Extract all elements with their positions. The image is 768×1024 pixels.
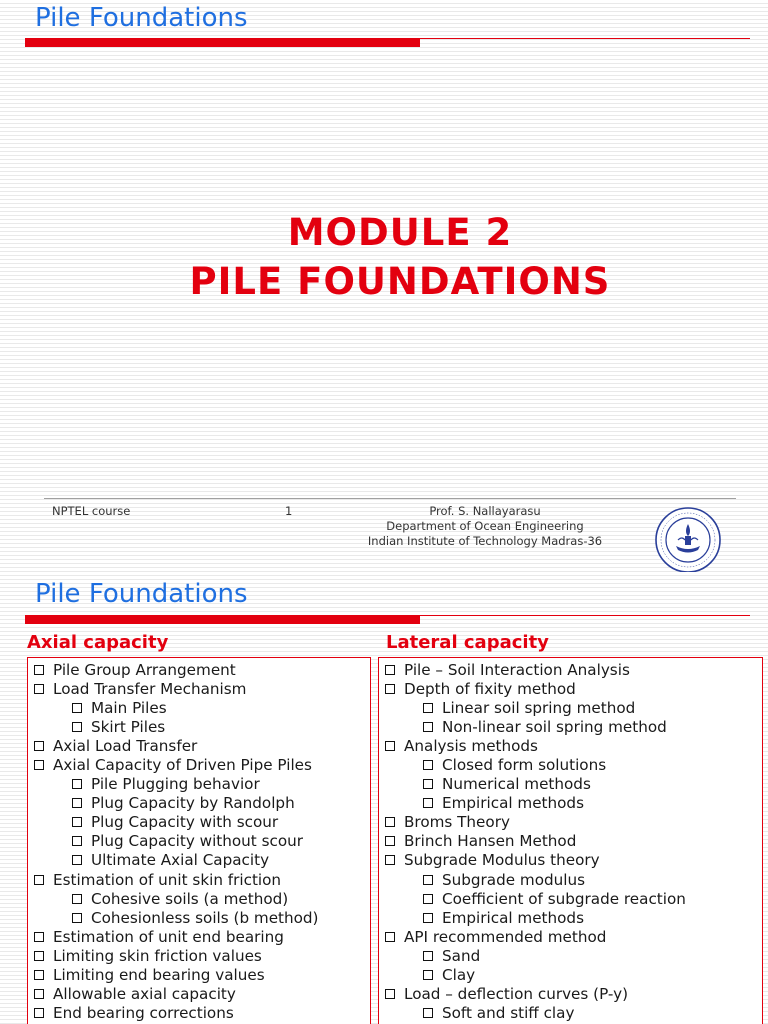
slide-title: Pile Foundations — [35, 579, 248, 609]
checkbox-square-icon — [423, 760, 433, 770]
checkbox-square-icon — [34, 665, 44, 675]
checkbox-square-icon — [72, 798, 82, 808]
title-underline-line — [420, 615, 750, 616]
footer-course: NPTEL course — [52, 504, 131, 518]
list-item-text: Ultimate Axial Capacity — [91, 851, 270, 870]
list-item-text: Load – deflection curves (P-y) — [404, 985, 629, 1004]
checkbox-square-icon — [385, 855, 395, 865]
checkbox-square-icon — [385, 932, 395, 942]
checkbox-square-icon — [423, 798, 433, 808]
checkbox-square-icon — [423, 1008, 433, 1018]
list-item — [385, 736, 762, 755]
checkbox-square-icon — [34, 741, 44, 751]
footer-department: Department of Ocean Engineering — [386, 519, 584, 533]
list-item-text: Limiting skin friction values — [53, 946, 262, 965]
list-item-text: Broms Theory — [404, 813, 510, 832]
list-item — [385, 908, 762, 927]
list-item — [385, 813, 762, 832]
checkbox-square-icon — [423, 779, 433, 789]
list-item — [34, 755, 370, 774]
checkbox-square-icon — [72, 817, 82, 827]
checkbox-square-icon — [72, 913, 82, 923]
lateral-capacity-heading: Lateral capacity — [386, 632, 549, 653]
footer-author-block — [360, 504, 610, 549]
list-item — [34, 832, 370, 851]
list-item-text: Coefficient of subgrade reaction — [442, 889, 686, 908]
checkbox-square-icon — [72, 855, 82, 865]
checkbox-square-icon — [423, 894, 433, 904]
module-heading — [0, 208, 768, 306]
list-item-text: Soft and stiff clay — [442, 1004, 575, 1023]
list-item — [385, 889, 762, 908]
list-item-text: Depth of fixity method — [404, 679, 576, 698]
list-item — [34, 679, 370, 698]
list-item — [34, 851, 370, 870]
list-item — [34, 908, 370, 927]
list-item-text: Cohesionless soils (b method) — [91, 908, 319, 927]
list-item — [385, 832, 762, 851]
list-item-text: Skirt Piles — [91, 717, 166, 736]
list-item — [34, 717, 370, 736]
footer-institute: Indian Institute of Technology Madras-36 — [367, 534, 603, 548]
list-item-text: Brinch Hansen Method — [404, 832, 577, 851]
list-item — [385, 1004, 762, 1023]
list-item-text: Load Transfer Mechanism — [53, 679, 247, 698]
list-item — [34, 775, 370, 794]
list-item — [385, 851, 762, 870]
list-item — [385, 775, 762, 794]
list-item-text: Limiting end bearing values — [53, 966, 265, 985]
list-item-text: Pile Group Arrangement — [53, 660, 236, 679]
list-item — [385, 679, 762, 698]
checkbox-square-icon — [385, 817, 395, 827]
checkbox-square-icon — [423, 970, 433, 980]
checkbox-square-icon — [34, 1008, 44, 1018]
checkbox-square-icon — [423, 951, 433, 961]
list-item — [34, 966, 370, 985]
list-item-text: Subgrade modulus — [442, 870, 586, 889]
checkbox-square-icon — [72, 779, 82, 789]
slide-title: Pile Foundations — [35, 3, 248, 33]
list-item-text: Estimation of unit end bearing — [53, 927, 284, 946]
checkbox-square-icon — [34, 684, 44, 694]
checkbox-square-icon — [385, 989, 395, 999]
axial-capacity-heading: Axial capacity — [27, 632, 169, 653]
checkbox-square-icon — [423, 875, 433, 885]
list-item — [34, 946, 370, 965]
title-underline-bar — [25, 38, 420, 47]
footer-page-number: 1 — [285, 504, 293, 518]
list-item — [34, 1004, 370, 1023]
footer-professor: Prof. S. Nallayarasu — [429, 504, 541, 518]
list-item — [385, 794, 762, 813]
list-item-text: Non-linear soil spring method — [442, 717, 667, 736]
checkbox-square-icon — [34, 970, 44, 980]
checkbox-square-icon — [385, 741, 395, 751]
list-item — [385, 985, 762, 1004]
list-item — [385, 660, 762, 679]
list-item — [385, 870, 762, 889]
checkbox-square-icon — [34, 760, 44, 770]
list-item-text: API recommended method — [404, 927, 607, 946]
list-item — [34, 927, 370, 946]
list-item-text: Clay — [442, 966, 476, 985]
lateral-capacity-list — [378, 657, 763, 1024]
checkbox-square-icon — [385, 836, 395, 846]
list-item — [385, 927, 762, 946]
checkbox-square-icon — [423, 722, 433, 732]
list-item-text: Allowable axial capacity — [53, 985, 236, 1004]
list-item-text: Axial Capacity of Driven Pipe Piles — [53, 756, 312, 775]
list-item-text: Closed form solutions — [442, 756, 607, 775]
content-slide — [0, 572, 768, 1024]
lateral-topic-list — [385, 660, 762, 1023]
list-item-text: Axial Load Transfer — [53, 736, 198, 755]
list-item-text: End bearing corrections — [53, 1004, 234, 1023]
axial-topic-list — [34, 660, 370, 1023]
module-name: PILE FOUNDATIONS — [189, 260, 611, 303]
list-item-text: Linear soil spring method — [442, 698, 636, 717]
checkbox-square-icon — [72, 894, 82, 904]
list-item — [385, 966, 762, 985]
list-item — [34, 985, 370, 1004]
list-item — [385, 755, 762, 774]
axial-capacity-list — [27, 657, 371, 1024]
iit-madras-emblem-icon — [654, 506, 722, 572]
checkbox-square-icon — [385, 665, 395, 675]
list-item-text: Subgrade Modulus theory — [404, 851, 600, 870]
checkbox-square-icon — [423, 913, 433, 923]
list-item-text: Pile – Soil Interaction Analysis — [404, 660, 630, 679]
list-item — [385, 717, 762, 736]
checkbox-square-icon — [34, 989, 44, 999]
list-item-text: Plug Capacity without scour — [91, 832, 304, 851]
list-item — [34, 889, 370, 908]
list-item-text: Empirical methods — [442, 794, 584, 813]
list-item — [34, 736, 370, 755]
list-item-text: Analysis methods — [404, 736, 538, 755]
checkbox-square-icon — [385, 684, 395, 694]
list-item — [34, 660, 370, 679]
list-item — [34, 813, 370, 832]
list-item — [34, 794, 370, 813]
list-item-text: Plug Capacity by Randolph — [91, 794, 295, 813]
title-underline-line — [420, 38, 750, 39]
module-number: MODULE 2 — [287, 211, 513, 254]
checkbox-square-icon — [423, 703, 433, 713]
list-item-text: Sand — [442, 946, 481, 965]
list-item-text: Cohesive soils (a method) — [91, 889, 289, 908]
list-item — [34, 870, 370, 889]
checkbox-square-icon — [72, 836, 82, 846]
footer-divider — [44, 498, 736, 499]
list-item — [34, 698, 370, 717]
list-item-text: Numerical methods — [442, 775, 591, 794]
list-item-text: Empirical methods — [442, 908, 584, 927]
list-item-text: Main Piles — [91, 698, 167, 717]
checkbox-square-icon — [34, 951, 44, 961]
checkbox-square-icon — [72, 722, 82, 732]
title-underline-bar — [25, 615, 420, 624]
list-item-text: Estimation of unit skin friction — [53, 870, 282, 889]
list-item-text: Pile Plugging behavior — [91, 775, 260, 794]
list-item-text: Plug Capacity with scour — [91, 813, 279, 832]
checkbox-square-icon — [34, 875, 44, 885]
list-item — [385, 946, 762, 965]
list-item — [385, 698, 762, 717]
checkbox-square-icon — [34, 932, 44, 942]
checkbox-square-icon — [72, 703, 82, 713]
